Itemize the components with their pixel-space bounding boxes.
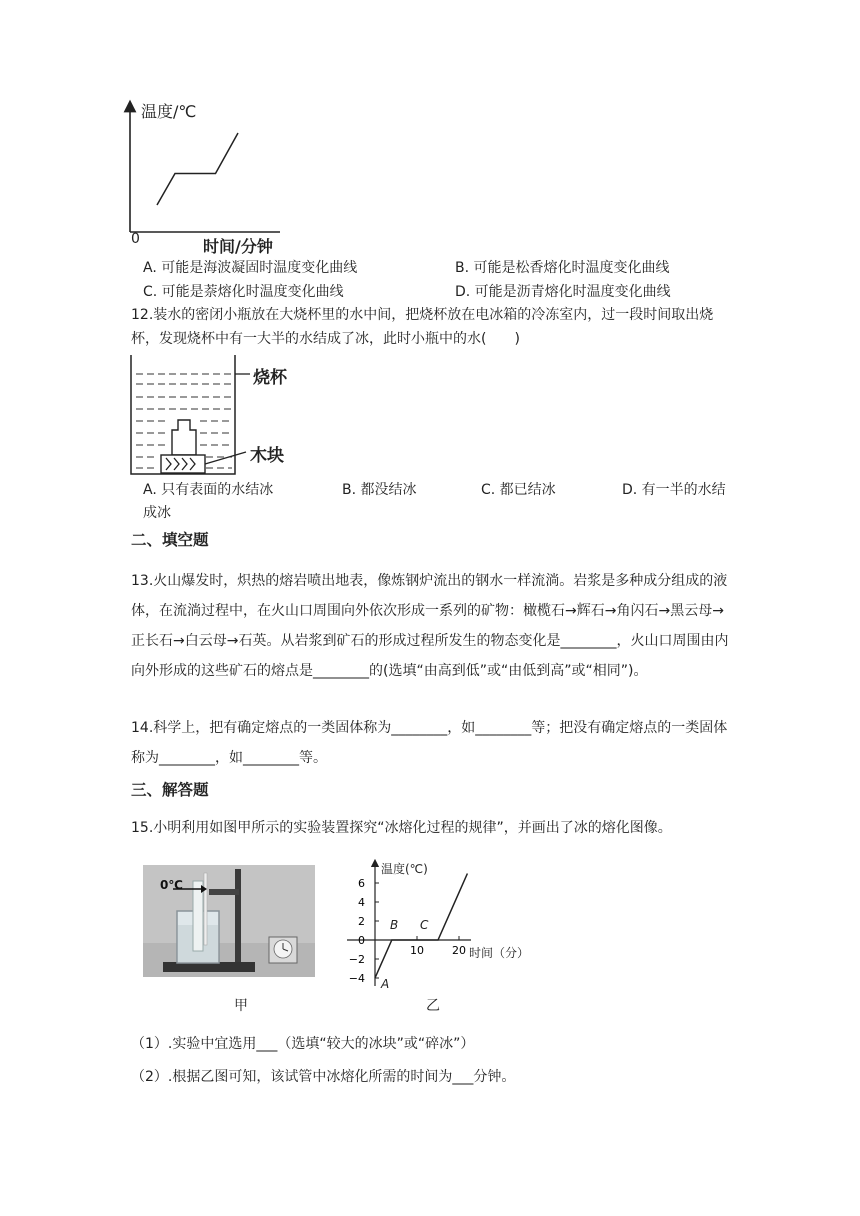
section-fill-in-heading: 二、填空题 xyxy=(131,531,209,549)
q13-text: 13.火山爆发时，炽热的熔岩喷出地表，像炼钢炉流出的钢水一样流淌。岩浆是多种成分组成的液体，在流淌过程中，在火山口周围向外依次形成一系列的矿物：橄榄石→辉石→角闪石→黑云母→正长石→白云母→石英。从岩浆到矿石的形成过程所发生的物态变化是________，火山口周围由内向外形成的这些矿石的熔点是________的(选填“由高到低”或“由低到高”或“相同”)。 xyxy=(131,573,729,679)
wood-block xyxy=(161,455,205,473)
q11-option-a[interactable]: A. 可能是海波凝固时温度变化曲线 xyxy=(143,260,358,276)
q15-x-tick-label: 20 xyxy=(452,944,466,957)
q15-photo-label: 0℃ xyxy=(160,878,183,892)
q15-point-a: A xyxy=(381,977,390,991)
q15-y-tick-label: 2 xyxy=(358,915,365,928)
q11-x-label: 时间/分钟 xyxy=(203,237,273,256)
beaker-label: 烧杯 xyxy=(253,368,287,388)
q15-caption-left: 甲 xyxy=(234,998,248,1014)
q15-y-tick-label: 0 xyxy=(358,934,365,947)
q11-origin: 0 xyxy=(131,231,140,247)
q11-curve xyxy=(157,133,238,205)
q11-option-b[interactable]: B. 可能是松香熔化时温度变化曲线 xyxy=(455,260,670,276)
q15-sub1: （1）.实验中宜选用___（选填“较大的冰块”或“碎冰”） xyxy=(131,1036,475,1052)
q15-graph-y-label: 温度(℃) xyxy=(381,862,428,876)
q15-y-tick-label: 4 xyxy=(358,896,365,909)
small-bottle xyxy=(172,420,196,455)
q12-stem: 12.装水的密闭小瓶放在大烧杯里的水中间，把烧杯放在电冰箱的冷冻室内，过一段时间取出烧杯，发现烧杯中有一大半的水结成了冰，此时小瓶中的水( ) xyxy=(131,307,714,347)
q11-option-c[interactable]: C. 可能是萘熔化时温度变化曲线 xyxy=(143,284,344,300)
q12-option-d-cont: 成冰 xyxy=(143,505,171,521)
q15-y-tick-label: −2 xyxy=(348,953,365,966)
q15-point-b: B xyxy=(390,918,399,932)
q12-option-b[interactable]: B. 都没结冰 xyxy=(342,482,417,498)
q12-option-c[interactable]: C. 都已结冰 xyxy=(481,482,556,498)
q15-y-tick-label: −4 xyxy=(348,972,365,985)
q15-x-tick-label: 10 xyxy=(410,944,424,957)
q15-stem: 15.小明利用如图甲所示的实验装置探究“冰熔化过程的规律”，并画出了冰的熔化图像。 xyxy=(131,820,672,836)
q15-sub2: （2）.根据乙图可知，该试管中冰熔化所需的时间为___分钟。 xyxy=(131,1069,516,1085)
q15-caption-right: 乙 xyxy=(426,998,440,1014)
q12-option-d[interactable]: D. 有一半的水结 xyxy=(622,482,726,498)
wood-label: 木块 xyxy=(250,446,284,466)
section-answer-heading: 三、解答题 xyxy=(131,781,209,799)
q12-option-a[interactable]: A. 只有表面的水结冰 xyxy=(143,482,274,498)
q15-melting-graph xyxy=(343,858,543,988)
q15-graph-x-label: 时间（分） xyxy=(469,946,530,960)
q11-y-label: 温度/℃ xyxy=(141,102,197,121)
q15-y-tick-label: 6 xyxy=(358,877,365,890)
q11-option-d[interactable]: D. 可能是沥青熔化时温度变化曲线 xyxy=(455,284,671,300)
q14-text: 14.科学上，把有确定熔点的一类固体称为________，如________等；把没有确定熔点的一类固体称为________，如________等。 xyxy=(131,720,728,766)
q15-point-c: C xyxy=(420,918,429,932)
